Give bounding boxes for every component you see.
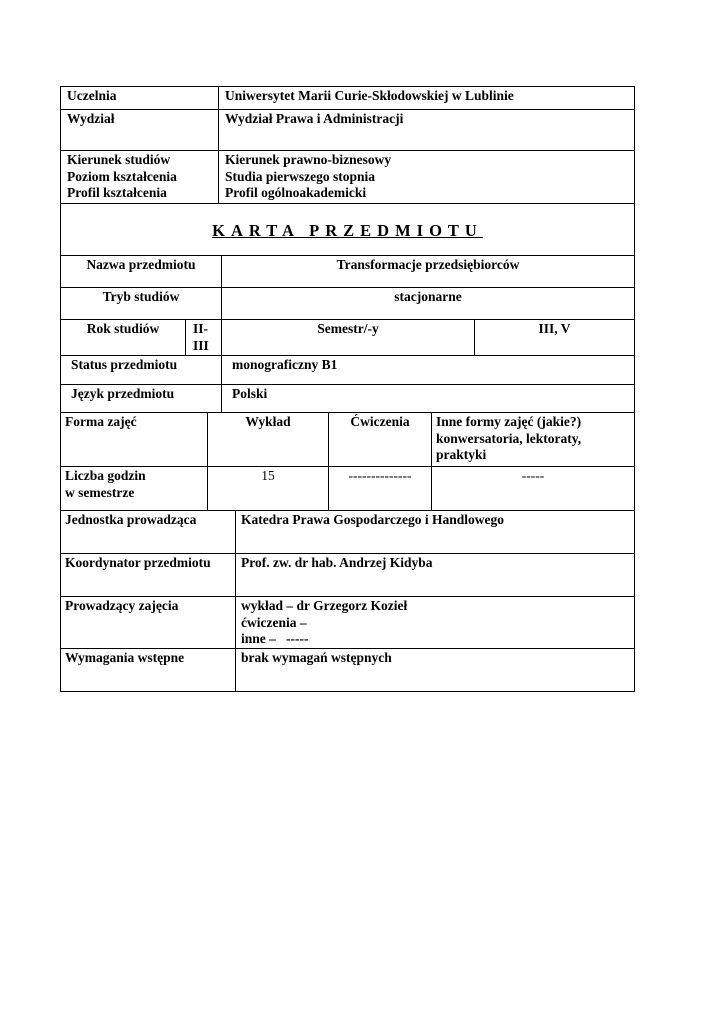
row-nazwa [60,255,635,287]
prowadzacy-value [235,597,634,648]
row-wydzial [60,109,635,150]
profil-value: Profil ogólnoakademicki [225,185,367,200]
koordynator-value: Prof. zw. dr hab. Andrzej Kidyba [235,554,634,596]
forma-inne [431,413,634,466]
jednostka-value: Katedra Prawa Gospodarczego i Handlowego [235,511,634,553]
rok-value-line1: II- [193,321,209,336]
nazwa-value: Transformacje przedsiębiorców [221,256,634,287]
wydzial-label: Wydział [67,111,115,126]
godziny-wyklad: 15 [207,467,328,510]
prowadzacy-line1: wykład – dr Grzegorz Kozieł [241,598,408,613]
row-prowadzacy [60,596,635,648]
kierunek-label: Kierunek studiów [67,152,171,167]
rok-value [185,320,221,355]
row-jednostka [60,510,635,553]
row-tryb [60,287,635,319]
row-title [60,203,635,255]
prowadzacy-label: Prowadzący zajęcia [65,598,179,613]
jezyk-value: Polski [221,385,634,412]
status-value: monograficzny B1 [221,356,634,384]
kierunek-value: Kierunek prawno-biznesowy [225,152,392,167]
rok-value-line2: III [193,337,209,353]
forma-wyklad: Wykład [207,413,328,466]
tryb-label: Tryb studiów [102,289,180,304]
forma-inne-line2: konwersatoria, lektoraty, [436,430,582,446]
poziom-label: Poziom kształcenia [67,168,177,184]
row-koordynator [60,553,635,596]
row-program [60,150,635,203]
program-values [218,151,634,203]
wymagania-value: brak wymagań wstępnych [235,649,634,691]
poziom-value: Studia pierwszego stopnia [225,168,376,184]
godziny-cwiczenia: -------------- [328,467,431,510]
row-godziny [60,466,635,510]
prowadzacy-line2: ćwiczenia – [241,614,307,630]
uczelnia-label: Uczelnia [67,88,117,103]
wydzial-value: Wydział Prawa i Administracji [218,110,634,150]
wymagania-label: Wymagania wstępne [65,650,185,665]
semestr-value: III, V [474,320,634,355]
nazwa-label: Nazwa przedmiotu [86,257,196,272]
tryb-value: stacjonarne [221,288,634,319]
semestr-label: Semestr/-y [221,320,474,355]
jezyk-label: Język przedmiotu [71,386,175,401]
koordynator-label: Koordynator przedmiotu [65,555,211,570]
program-labels [61,151,218,203]
uczelnia-value: Uniwersytet Marii Curie-Skłodowskiej w Lublinie [218,87,634,109]
forma-label: Forma zajęć [65,414,137,429]
card-title: KARTA PRZEDMIOTU [212,221,483,240]
godziny-label-line1: Liczba godzin [65,468,146,483]
rok-label: Rok studiów [86,321,160,336]
forma-cwiczenia: Ćwiczenia [328,413,431,466]
prowadzacy-line3: inne – ----- [241,631,309,646]
row-status [60,355,635,384]
row-rok [60,319,635,355]
jednostka-label: Jednostka prowadząca [65,512,197,527]
forma-inne-line3: praktyki [436,447,487,462]
forma-inne-line1: Inne formy zajęć (jakie?) [436,414,582,429]
row-forma [60,412,635,466]
row-wymagania [60,648,635,692]
row-jezyk [60,384,635,412]
status-label: Status przedmiotu [71,357,178,372]
godziny-label-line2: w semestrze [65,484,135,500]
godziny-inne: ----- [431,467,634,510]
godziny-label [61,467,207,510]
row-uczelnia [60,86,635,109]
profil-label: Profil kształcenia [67,185,167,200]
